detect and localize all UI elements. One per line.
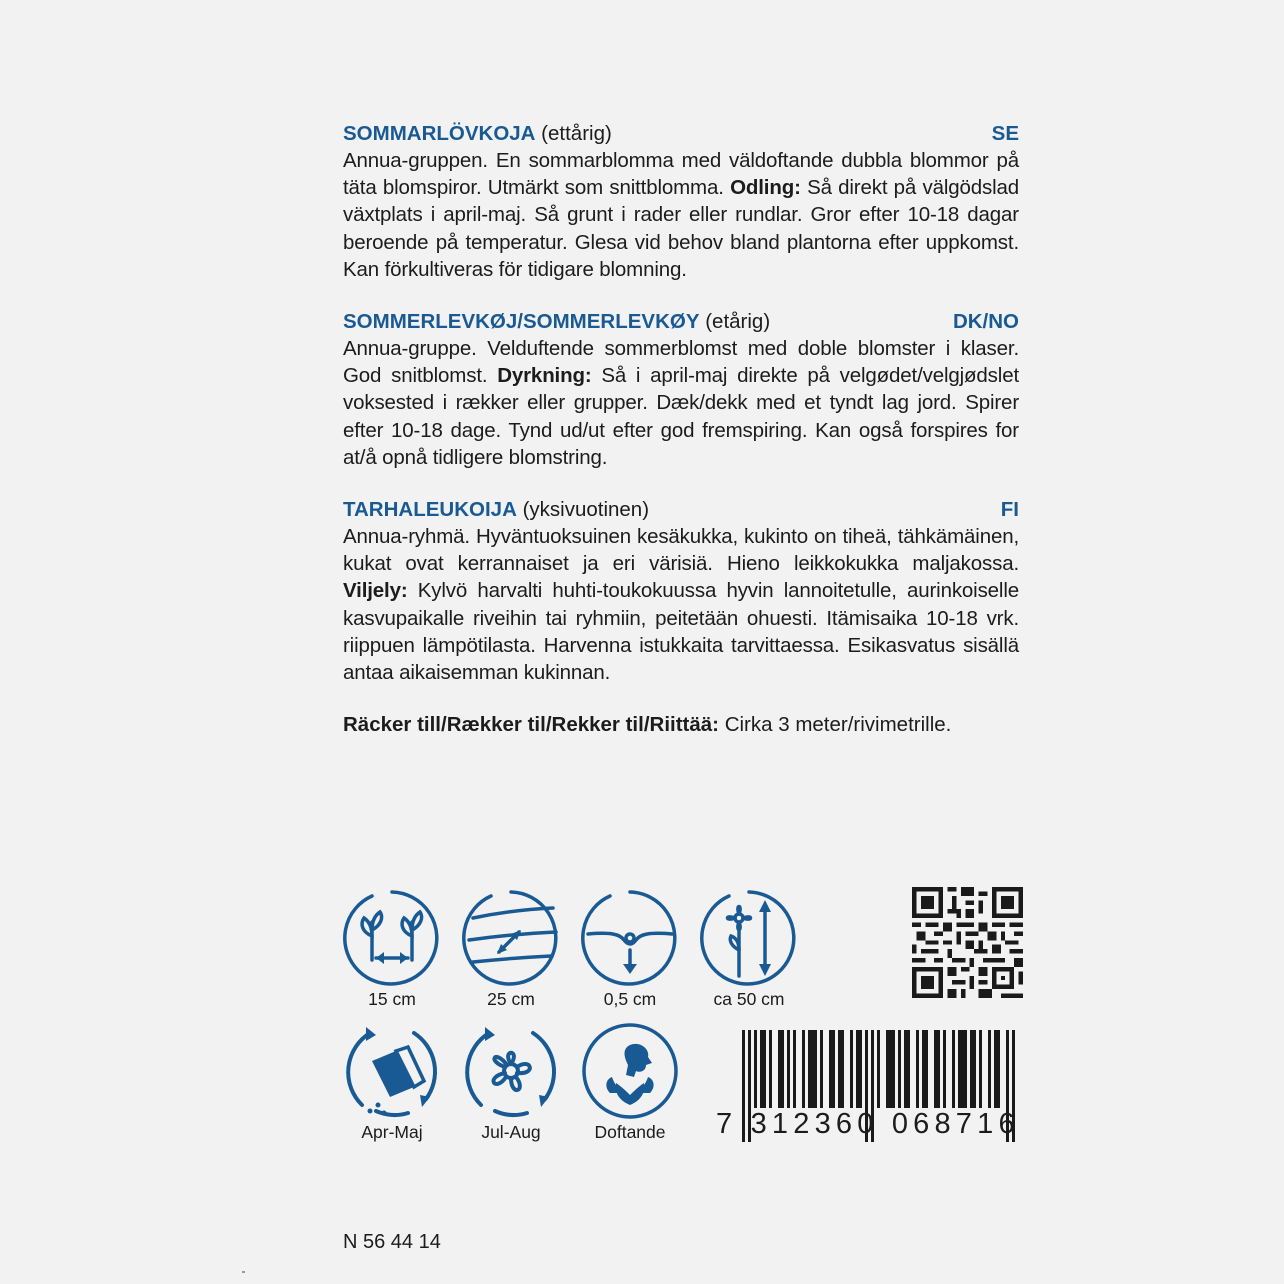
row-spacing	[459, 888, 563, 1010]
barcode-number: 7 312360 068716	[716, 1108, 1020, 1140]
corner-mark	[242, 1271, 245, 1273]
section-fi	[343, 496, 1019, 686]
section-subtitle: (yksivuotinen)	[516, 498, 650, 522]
section-subtitle: (etårig)	[699, 310, 771, 334]
row-spacing-icon	[461, 888, 561, 988]
sowing-time-icon	[342, 1021, 442, 1121]
flowering-time-icon	[461, 1021, 561, 1121]
section-title: TARHALEUKOIJA	[343, 498, 517, 522]
plant-spacing-icon	[342, 888, 442, 988]
sowing-time	[340, 1021, 444, 1143]
icon-label: 25 cm	[487, 989, 535, 1009]
coverage-label: Räcker till/Rækker til/Rekker til/Riittää:	[343, 713, 719, 737]
language-code: DK/NO	[952, 310, 1019, 334]
plant-height	[697, 888, 801, 1010]
plant-height-icon	[699, 888, 799, 988]
sowing-depth-icon	[580, 888, 680, 988]
coverage-value: Cirka 3 meter/rivimetrille.	[719, 713, 952, 737]
flowering-time	[459, 1021, 563, 1143]
growing-heading: Viljely:	[343, 579, 408, 603]
growing-heading: Dyrkning:	[497, 364, 592, 388]
section-se	[343, 120, 1019, 283]
product-code: N 56 44 14	[343, 1231, 441, 1253]
section-title: SOMMERLEVKØJ/SOMMERLEVKØY	[343, 310, 700, 334]
icon-label: Apr-Maj	[361, 1122, 423, 1142]
icon-label: 15 cm	[368, 989, 416, 1009]
section-subtitle: (ettårig)	[535, 122, 612, 145]
section-header	[343, 120, 1019, 147]
icon-label: Doftande	[594, 1122, 666, 1142]
icon-label: ca 50 cm	[713, 989, 785, 1009]
instructions-text	[343, 120, 1019, 738]
language-code: FI	[1000, 498, 1019, 522]
icon-label: 0,5 cm	[603, 989, 657, 1009]
section-body: Annua-gruppen. En sommarblomma med väldoftande dubbla blommor på täta blomspiror. Utmärkt som snittblomma. Odling: Så direkt på välgödslad växtplats i april-maj. Så grunt i rader eller rundlar. Gror efter 10-18 dagar beroende på temperatur. Glesa vid behov bland plantorna efter uppkomst. Kan förkultiveras för tidigare blomning.	[343, 149, 1019, 281]
coverage-line	[343, 711, 1019, 738]
growing-heading: Odling:	[730, 176, 801, 200]
section-header	[343, 308, 1019, 335]
section-header	[343, 496, 1019, 523]
section-dk-no	[343, 308, 1019, 471]
qr-code	[912, 887, 1023, 998]
sowing-depth	[578, 888, 682, 1010]
section-title: SOMMARLÖVKOJA	[343, 122, 536, 145]
section-body: Annua-ryhmä. Hyväntuoksuinen kesäkukka, kukinto on tiheä, tähkämäinen, kukat ovat kerrannaiset ja eri värisiä. Hieno leikkokukka maljakossa. Viljely: Kylvö harvalti huhti-toukokuussa hyvin lannoitetulle, aurinkoiselle kasvupaikalle riveihin tai ryhmiin, peitetään ohuesti. Itämisaika 10-18 vrk. riippuen lämpötilasta. Harvenna istukkaita tarvittaessa. Esikasvatus sisällä antaa aikaisemman kukinnan.	[343, 525, 1019, 685]
plant-spacing	[340, 888, 444, 1010]
fragrance	[578, 1021, 682, 1143]
icon-label: Jul-Aug	[481, 1122, 541, 1142]
fragrance-icon	[580, 1021, 680, 1121]
section-body: Annua-gruppe. Velduftende sommerblomst med doble blomster i klaser. God snitblomst. Dyrkning: Så i april-maj direkte på velgødet/velgjødslet voksested i rækker eller grupper. Dæk/dekk med et tyndt lag jord. Spirer efter 10-18 dage. Tynd ud/ut efter god fremspiring. Kan også forspires for at/å opnå tidligere blomstring.	[343, 337, 1019, 469]
language-code: SE	[991, 122, 1019, 145]
